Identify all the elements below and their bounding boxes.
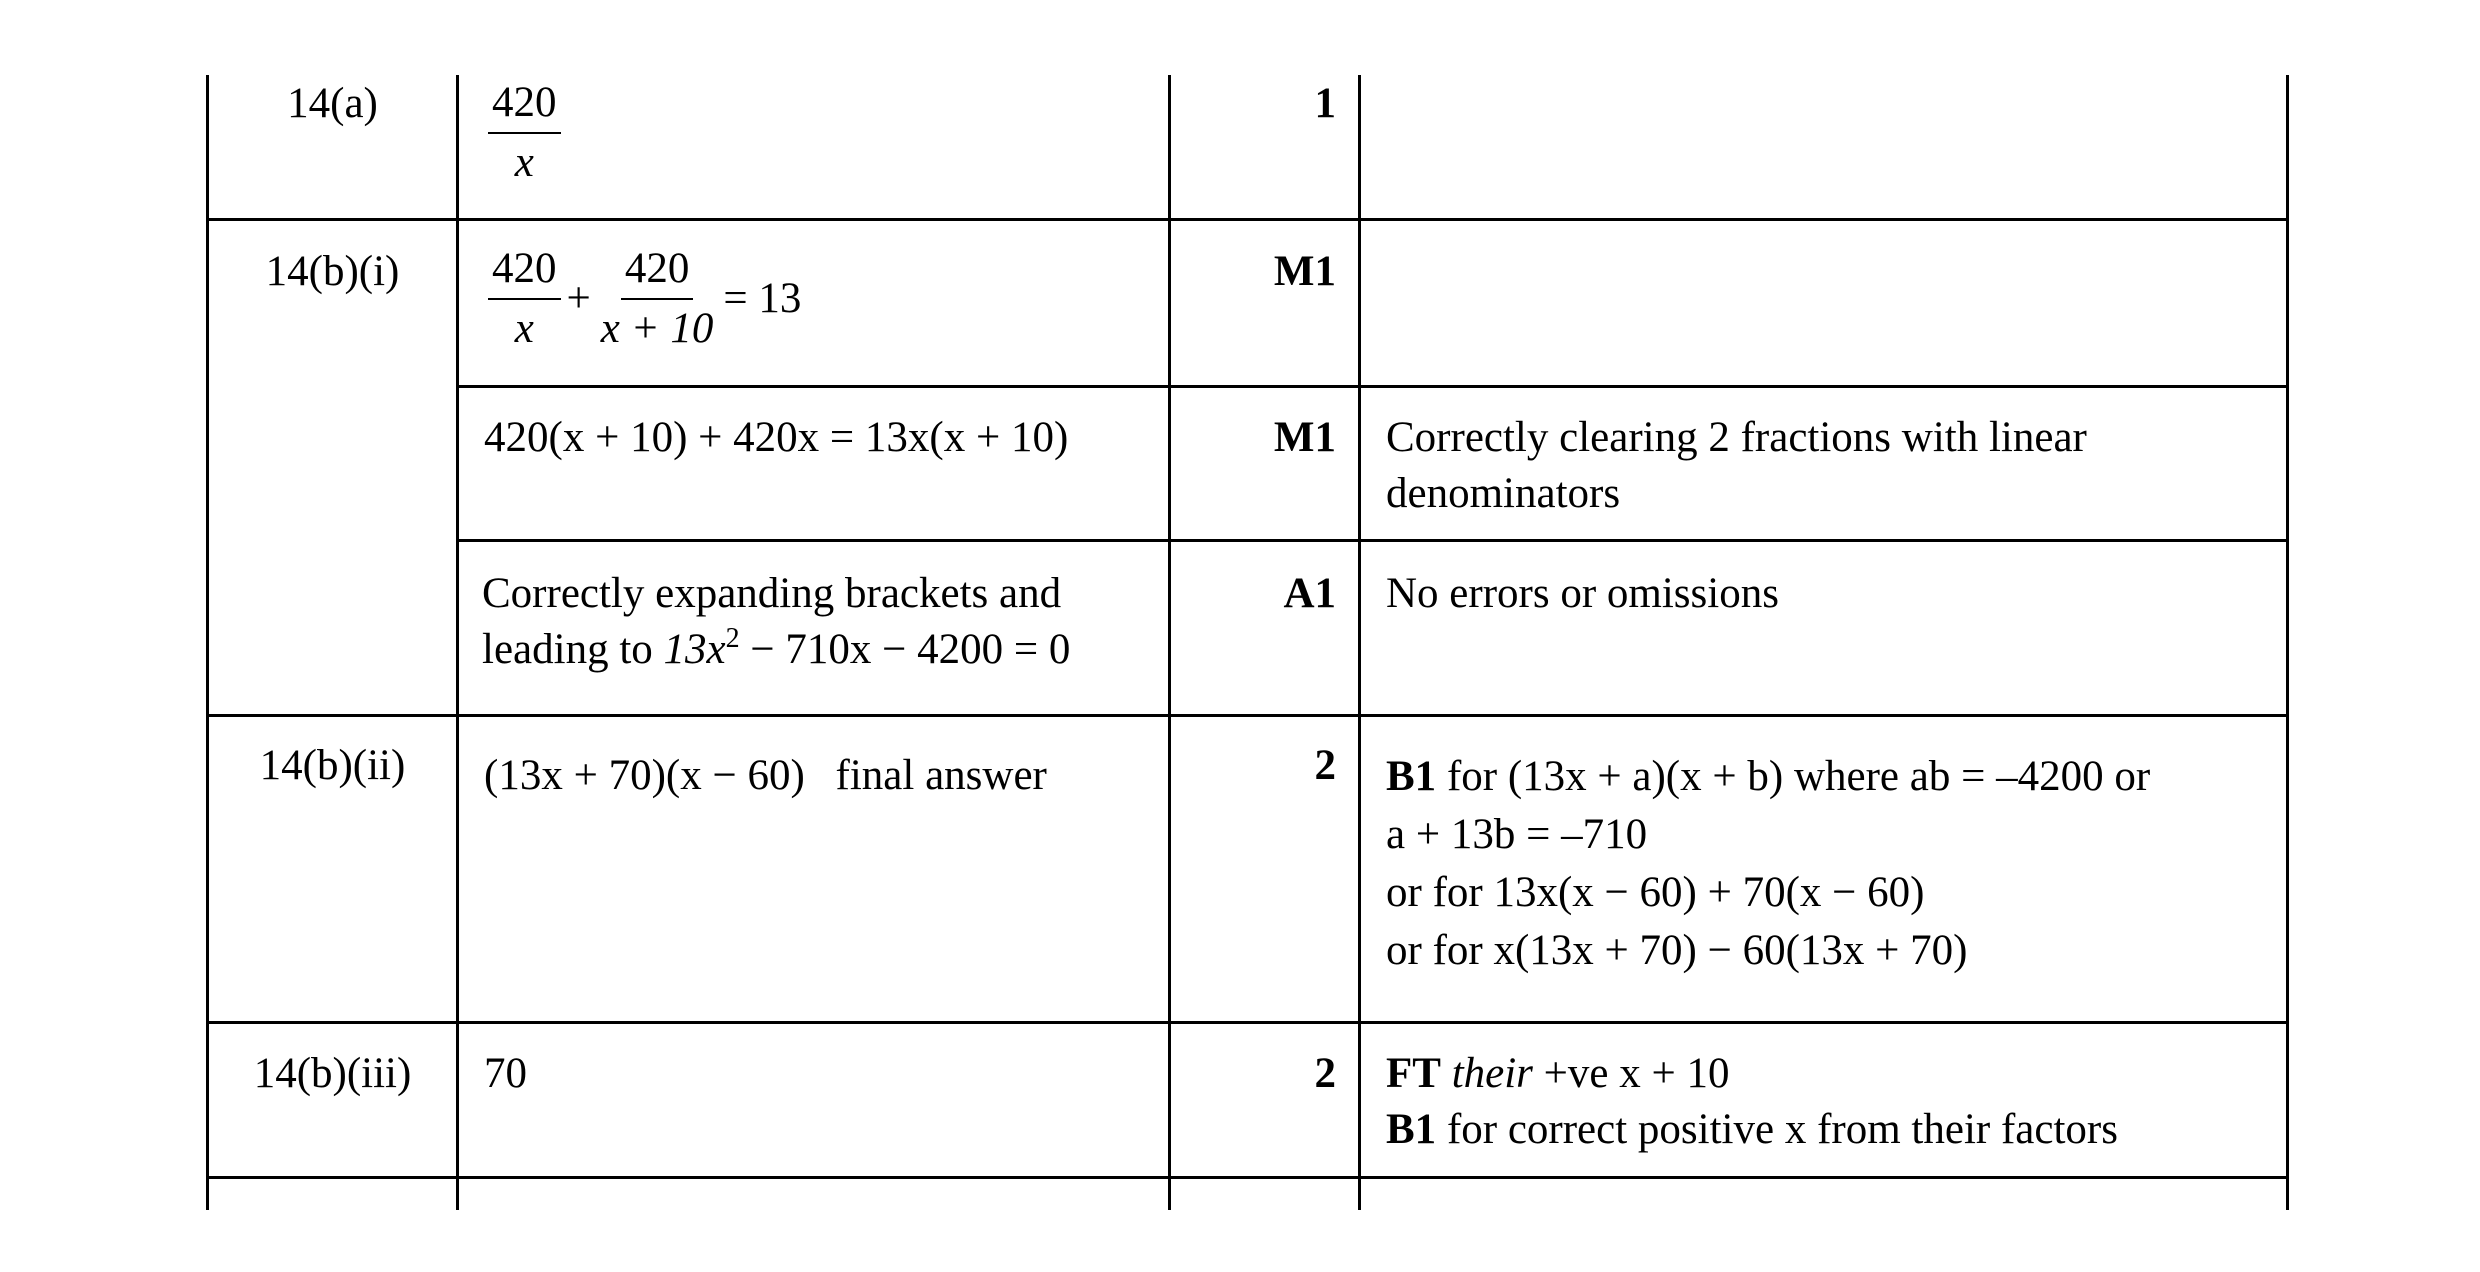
row-divider: [456, 539, 2289, 542]
row-divider: [206, 218, 2289, 221]
answer-line: Correctly expanding brackets and: [482, 570, 1062, 617]
math-term: 13x: [663, 626, 726, 673]
mark-value: 1: [1314, 80, 1336, 127]
denominator: x + 10: [600, 305, 714, 352]
answer-text: final answer: [835, 752, 1047, 799]
factorised-expression: (13x + 70)(x − 60): [484, 752, 805, 799]
answer-equation: 420(x + 10) + 420x = 13x(x + 10): [484, 414, 1069, 461]
math-expression: x(13x + 70) − 60(13x + 70): [1493, 927, 1968, 974]
column-divider-marks: [1358, 75, 1361, 1210]
equation: [488, 244, 807, 354]
exponent: 2: [725, 623, 740, 654]
row-divider: [206, 1021, 2289, 1024]
note-text: +ve x + 10: [1543, 1050, 1730, 1097]
mark-value: M1: [1273, 248, 1336, 295]
guidance-note: No errors or omissions: [1386, 570, 1779, 617]
column-divider-answer: [1168, 75, 1171, 1210]
note-text: where: [1793, 753, 1899, 800]
row-divider: [206, 714, 2289, 717]
mark-value: A1: [1283, 570, 1336, 617]
note-line: [1386, 1046, 2276, 1102]
column-divider-question: [456, 75, 459, 1210]
note-text: for: [1446, 753, 1498, 800]
plus-sign: +: [566, 275, 591, 322]
mark-code: B1: [1386, 753, 1437, 800]
fraction: [488, 244, 561, 354]
table-border-right: [2286, 75, 2289, 1210]
math-expression: − 710x − 4200 = 0: [750, 626, 1071, 673]
note-line: [1386, 748, 2276, 806]
guidance-note: [1386, 748, 2276, 980]
note-text: or for: [1386, 869, 1483, 916]
note-text: for correct positive x from their factors: [1446, 1106, 2118, 1153]
note-text: or for: [1386, 927, 1483, 974]
note-italic: their: [1451, 1050, 1533, 1097]
question-number: 14(b)(iii): [253, 1050, 412, 1097]
numerator: 420: [621, 244, 694, 300]
mark-value: 2: [1314, 742, 1336, 789]
mark-code: FT: [1386, 1050, 1441, 1097]
numerator: 420: [488, 244, 561, 300]
guidance-note: [1386, 1046, 2276, 1158]
note-line: a + 13b = –710: [1386, 811, 1648, 858]
mark-code: B1: [1386, 1106, 1437, 1153]
mark-value: 2: [1314, 1050, 1336, 1097]
answer-cell: [482, 566, 1162, 678]
question-number: 14(b)(ii): [259, 742, 406, 789]
guidance-note: Correctly clearing 2 fractions with linear denominators: [1386, 414, 2087, 517]
math-expression: 13x(x − 60) + 70(x − 60): [1493, 869, 1925, 916]
fraction: [597, 244, 718, 354]
equals-value: = 13: [723, 275, 802, 322]
answer-value: 70: [484, 1050, 527, 1097]
denominator: x: [514, 139, 534, 186]
note-line: [1386, 864, 2276, 922]
answer-cell: [488, 244, 807, 354]
mark-value: M1: [1273, 414, 1336, 461]
answer-line: [482, 622, 1162, 678]
answer-cell: [484, 748, 1164, 804]
fraction: [488, 78, 561, 188]
row-divider: [206, 1176, 2289, 1179]
question-number: 14(b)(i): [265, 248, 400, 295]
answer-text: leading to: [482, 626, 653, 673]
note-line: [1386, 922, 2276, 980]
note-line: [1386, 1102, 2276, 1158]
denominator: x: [514, 305, 534, 352]
note-text: ab = –4200 or: [1909, 753, 2151, 800]
row-divider: [456, 385, 2289, 388]
question-number: 14(a): [287, 80, 378, 127]
numerator: 420: [488, 78, 561, 134]
math-expression: (13x + a)(x + b): [1507, 753, 1784, 800]
answer-cell: [488, 78, 561, 188]
